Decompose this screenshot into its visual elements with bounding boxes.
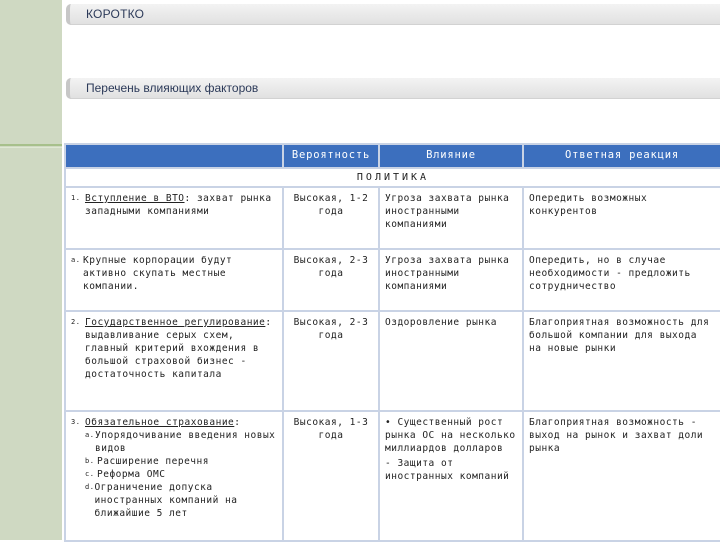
- table-row: [65, 249, 720, 311]
- section-bar: [66, 78, 720, 99]
- header-cell-impact: Влияние: [379, 144, 523, 168]
- list-item: c. Реформа ОМС: [85, 469, 166, 480]
- header-cell-probability: Вероятность: [283, 144, 379, 168]
- section-title: Перечень влияющих факторов: [86, 81, 259, 95]
- factor-text: : выдавливание серых схем, главный критерий вхождения в большой страховой бизнес - достаточность капитала: [85, 317, 272, 380]
- factor-cell: [65, 311, 283, 411]
- impact-cell: Угроза захвата рынка иностранными компаниями: [379, 187, 523, 249]
- factor-text: : захват рынка западными компаниями: [85, 193, 272, 217]
- table-row: [65, 311, 720, 411]
- table-header-row: [65, 144, 720, 168]
- list-item: b. Расширение перечня: [85, 456, 209, 467]
- response-cell: Благоприятная возможность для большой компании для выхода на новые рынки: [523, 311, 720, 411]
- probability-cell: Высокая, 2-3 года: [283, 249, 379, 311]
- probability-cell: Высокая, 1-3 года: [283, 411, 379, 541]
- response-cell: Опередить возможных конкурентов: [523, 187, 720, 249]
- factors-table: [64, 143, 720, 542]
- factor-text: Крупные корпорации будут активно скупать местные компании.: [83, 255, 233, 292]
- header-cell-factor: [65, 144, 283, 168]
- impact-item: - Защита от иностранных компаний: [385, 458, 510, 482]
- group-title: ПОЛИТИКА: [65, 168, 720, 187]
- impact-item: • Существенный рост рынка ОС на несколько миллиардов долларов: [385, 417, 516, 454]
- factor-cell: [65, 187, 283, 249]
- left-decor-line-shadow: [0, 147, 62, 148]
- impact-cell: Угроза захвата рынка иностранными компаниями: [379, 249, 523, 311]
- row-marker: 3.: [71, 418, 81, 426]
- probability-cell: Высокая, 2-3 года: [283, 311, 379, 411]
- factor-cell: [65, 411, 283, 541]
- left-decor-line: [0, 144, 62, 146]
- factor-link[interactable]: Государственное регулирование: [85, 317, 266, 328]
- impact-cell: [379, 411, 523, 541]
- impact-cell: Оздоровление рынка: [379, 311, 523, 411]
- list-item: d. Ограничение допуска иностранных компаний на ближайшие 5 лет: [85, 482, 238, 519]
- response-cell: Благоприятная возможность - выход на рынок и захват доли рынка: [523, 411, 720, 541]
- response-cell: Опередить, но в случае необходимости - предложить сотрудничество: [523, 249, 720, 311]
- factor-cell: [65, 249, 283, 311]
- probability-cell: Высокая, 1-2 года: [283, 187, 379, 249]
- factor-link[interactable]: Вступление в ВТО: [85, 193, 185, 204]
- header-bar: [66, 4, 720, 25]
- row-marker: 2.: [71, 318, 81, 326]
- header-title: КОРОТКО: [86, 7, 145, 21]
- left-decor-band: [0, 0, 62, 540]
- row-marker: a.: [71, 256, 81, 264]
- factor-text: :: [234, 417, 241, 428]
- row-marker: 1.: [71, 194, 81, 202]
- factor-link[interactable]: Обязательное страхование: [85, 417, 235, 428]
- group-row: [65, 168, 720, 187]
- header-cell-response: Ответная реакция: [523, 144, 720, 168]
- table-row: [65, 411, 720, 541]
- sub-list: [71, 429, 277, 520]
- table-row: [65, 187, 720, 249]
- list-item: a. Упорядочивание введения новых видов: [85, 430, 276, 454]
